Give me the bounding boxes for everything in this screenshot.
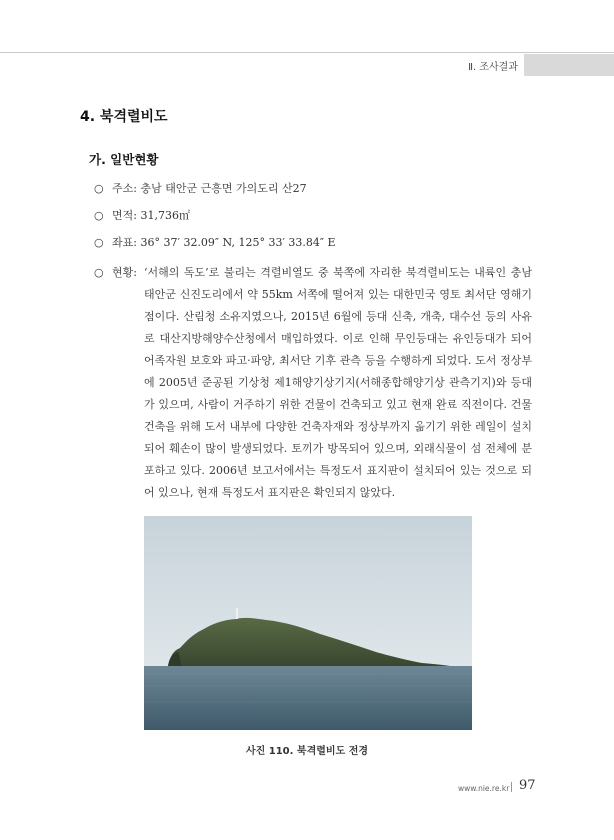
figure-caption: 사진 110. 북격렬비도 전경 [245, 746, 369, 757]
header-rule [0, 52, 614, 53]
area-item [94, 207, 190, 223]
area-text: 면적: 31,736㎡ [112, 209, 190, 222]
page-number: 97 [519, 778, 536, 793]
island-photo-svg [144, 516, 472, 730]
footer-url: www.nie.re.kr [458, 784, 510, 793]
address-text: 주소: 충남 태안군 근흥면 가의도리 산27 [112, 182, 307, 195]
bullet-icon: ○ [94, 209, 104, 222]
footer-divider [511, 782, 512, 792]
island-photo [144, 516, 472, 730]
chapter-header: Ⅱ. 조사결과 [468, 62, 518, 73]
bullet-icon: ○ [94, 236, 104, 249]
bullet-icon: ○ [94, 266, 104, 279]
lighthouse [236, 608, 238, 619]
header-tab [524, 54, 614, 76]
coordinates-text: 좌표: 36° 37′ 32.09″ N, 125° 33′ 33.84″ E [112, 236, 336, 249]
status-description: ‘서해의 독도’로 불리는 격렬비열도 중 북쪽에 자리한 북격렬비도는 내륙인 충남 태안군 신진도리에서 약 55km 서쪽에 떨어져 있는 대한민국 영토 최서단 영해기점이다. 산림청 소유지였으나, 2015년 6월에 등대 신축, 개축, 대수선 등의 사유로 대산지방해양수산청에서 매입하였다. 이로 인해 무인등대는 유인등대가 되어 어족자원 보호와 파고·파양, 최서단 기후 관측 등을 수행하게 되었다. 도서 정상부에 2005년 준공된 기상청 제1해양기상기지(서해종합해양기상 관측기지)와 등대가 있으며, 사람이 거주하기 위한 건물이 건축되고 있고 현재 완료 직전이다. 건물 건축을 위해 도서 내부에 다양한 건축자재와 정상부까지 옮기기 위한 레일이 설치되어 훼손이 많이 발생되었다. 토끼가 방목되어 있으며, 외래식물이 섬 전체에 분포하고 있다. 2006년 보고서에서는 특정도서 표지판이 설치되어 있는 것으로 되어 있으나, 현재 특정도서 표지판은 확인되지 않았다. [144, 266, 532, 499]
subsection-title: 가. 일반현황 [89, 152, 159, 167]
bullet-icon: ○ [94, 182, 104, 195]
sea [144, 666, 472, 730]
section-title: 4. 북격렬비도 [80, 109, 168, 125]
status-label-row [94, 262, 137, 284]
address-item [94, 180, 307, 196]
coordinates-item [94, 234, 336, 250]
status-label: 현황: [112, 266, 137, 279]
